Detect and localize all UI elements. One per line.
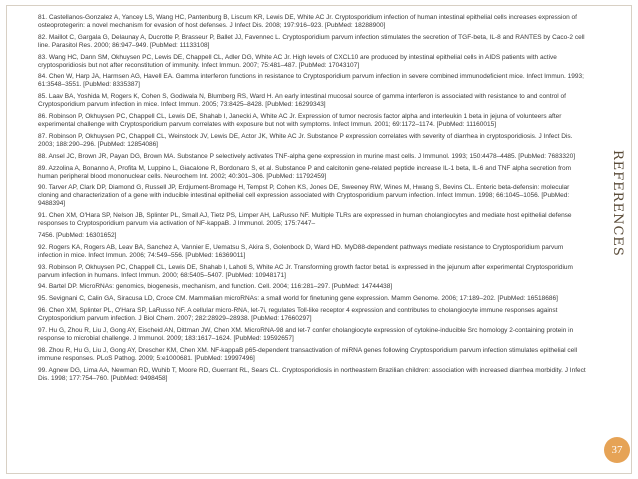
reference-text: 7456. [PubMed: 16301652] bbox=[38, 231, 117, 239]
reference-text: 96. Chen XM, Splinter PL, O'Hara SP, LaRusso NF. A cellular micro-RNA, let-7i, regulates Toll-like receptor 4 expression and contributes to cholangiocyte immune responses against Cryptosporidium parvum infection. J Biol Chem. 2007; 282:28929–28938. [PubMed: 17660297] bbox=[38, 307, 558, 323]
reference-text: 82. Maillot C, Gargala G, Delaunay A, Ducrotte P, Brasseur P, Ballet JJ, Favennec L. Cryptosporidium parvum infection stimulates the secretion of TGF-beta, IL-8 and RANTES by Caco-2 cell line. Parasitol Res. 2000; 86:947–949. [PubMed: 11133108] bbox=[38, 33, 585, 49]
reference-text: 90. Tarver AP, Clark DP, Diamond G, Russell JP, Erdjument-Bromage H, Tempst P, Cohen KS, Jones DE, Sweeney RW, Wines M, Hwang S, Bevins CL. Enteric beta-defensin: molecular cloning and characterization of a gene with inducible intestinal epithelial cell expression associated with Cryptosporidium parvum infection. Infect Immun. 1998; 66:1045–1056. [PubMed: 9488394] bbox=[38, 184, 570, 208]
reference-item bbox=[14, 367, 588, 383]
reference-item bbox=[14, 327, 588, 343]
reference-text: 84. Chen W, Harp JA, Harmsen AG, Havell EA. Gamma interferon functions in resistance to Cryptosporidium parvum infection in severe combined immunodeficient mice. Infect Immun. 1993; 61:3548–3551. [PubMed: 8335387] bbox=[38, 73, 584, 89]
reference-list bbox=[14, 14, 588, 387]
reference-item bbox=[14, 133, 588, 149]
reference-text: 89. Azzolina A, Bonanno A, Profita M, Luppino L, Giacalone R, Bordonaro S, et al. Substance P and calcitonin gene-related peptide increase IL-1 beta, IL-6 and TNF alpha secretion from human peripheral blood mononuclear cells. Neurochem Int. 2002; 40:301–306. [PubMed: 11792459] bbox=[38, 164, 572, 180]
reference-text: 94. Bartel DP. MicroRNAs: genomics, biogenesis, mechanism, and function. Cell. 2004; 116:281–297. [PubMed: 14744438] bbox=[38, 283, 393, 291]
reference-text: 95. Sevignani C, Calin GA, Siracusa LD, Croce CM. Mammalian microRNAs: a small world for finetuning gene expression. Mamm Genome. 2006; 17:189–202. [PubMed: 16518686] bbox=[38, 295, 558, 303]
reference-item bbox=[14, 14, 588, 30]
page-number-badge: 37 bbox=[604, 437, 630, 463]
reference-item bbox=[14, 307, 588, 323]
reference-item bbox=[14, 244, 588, 260]
reference-item bbox=[14, 264, 588, 280]
reference-item bbox=[14, 283, 588, 291]
reference-text: 93. Robinson P, Okhuysen PC, Chappell CL, Lewis DE, Shahab I, Lahoti S, White AC Jr. Transforming growth factor beta1 is expressed in the jejunum after experimental Cryptosporidium parvum infection in humans. Infect Immun. 2000; 68:5405–5407. [PubMed: 10948171] bbox=[38, 263, 573, 279]
reference-text: 92. Rogers KA, Rogers AB, Leav BA, Sanchez A, Vannier E, Uematsu S, Akira S, Golenbock D, Ward HD. MyD88-dependent pathways mediate resistance to Cryptosporidium parvum infection in mice. Infect Immun. 2006; 74:549–556. [PubMed: 16369011] bbox=[38, 243, 564, 259]
reference-item bbox=[14, 232, 588, 240]
reference-item bbox=[14, 212, 588, 228]
reference-text: 87. Robinson P, Okhuysen PC, Chappell CL, Weinstock JV, Lewis DE, Actor JK, White AC Jr. Substance P expression correlates with severity of diarrhea in cryptosporidiosis. J Infect Dis. 2003; 188:290–296. [PubMed: 12854086] bbox=[38, 132, 573, 148]
reference-item bbox=[14, 347, 588, 363]
reference-item bbox=[14, 113, 588, 129]
reference-item bbox=[14, 54, 588, 70]
reference-text: 97. Hu G, Zhou R, Liu J, Gong AY, Eischeid AN, Dittman JW, Chen XM. MicroRNA-98 and let-7 confer cholangiocyte expression of cytokine-inducible Src homology 2-containing protein in response to microbial challenge. J Immunol. 2009; 183:1617–1624. [PubMed: 19592657] bbox=[38, 327, 574, 342]
reference-text: 81. Castellanos-Gonzalez A, Yancey LS, Wang HC, Pantenburg B, Liscum KR, Lewis DE, White AC Jr. Cryptosporidium infection of human intestinal epithelial cells increases expression of osteoprotegerin: a novel mechanism for evasion of host defenses. J Infect Dis. 2008; 197:916–923. [PubMed: 18288900] bbox=[38, 14, 577, 29]
reference-text: 99. Agnew DG, Lima AA, Newman RD, Wuhib T, Moore RD, Guerrant RL, Sears CL. Cryptosporidiosis in northeastern Brazilian children: association with increased diarrhea morbidity. J Infect Dis. 1998; 177:754–760. [PubMed: 9498458] bbox=[38, 366, 586, 382]
reference-text: 83. Wang HC, Dann SM, Okhuysen PC, Lewis DE, Chappell CL, Adler DG, White AC Jr. High levels of CXCL10 are produced by intestinal epithelial cells in AIDS patients with active cryptosporidiosis but not after reconstitution of immunity. Infect Immun. 2007; 75:481–487. [PubMed: 17043107] bbox=[38, 53, 557, 69]
reference-item bbox=[14, 295, 588, 303]
slide-title: REFERENCES bbox=[610, 150, 625, 257]
reference-text: 86. Robinson P, Okhuysen PC, Chappell CL, Lewis DE, Shahab I, Janecki A, White AC Jr. Expression of tumor necrosis factor alpha and interleukin 1 beta in jejuna of volunteers after experimental challenge with Cryptosporidium parvum correlates with exposure but not with symptoms. Infect Immun. 2001; 69:1172–1174. [PubMed: 11160015] bbox=[38, 113, 562, 128]
reference-item bbox=[14, 184, 588, 208]
reference-item bbox=[14, 93, 588, 109]
reference-text: 88. Ansel JC, Brown JR, Payan DG, Brown MA. Substance P selectively activates TNF-alpha gene expression in murine mast cells. J Immunol. 1993; 150:4478–4485. [PubMed: 7683320] bbox=[38, 152, 576, 160]
reference-text: 85. Laav BA, Yoshida M, Rogers K, Cohen S, Godiwala N, Blumberg RS, Ward H. An early intestinal mucosal source of gamma interferon is associated with resistance to and control of Cryptosporidium parvum infection in mice. Infect Immun. 2005; 73:8425–8428. [PubMed: 16299343] bbox=[38, 93, 566, 109]
reference-text: 91. Chen XM, O'Hara SP, Nelson JB, Splinter PL, Small AJ, Tietz PS, Limper AH, LaRusso NF. Multiple TLRs are expressed in human cholangiocytes and mediate host epithelial defense responses to Cryptosporidium parvum via activation of NF-kappaB. J Immunol. 2005; 175:7447– bbox=[38, 212, 572, 228]
reference-item bbox=[14, 34, 588, 50]
reference-item bbox=[14, 153, 588, 161]
reference-item bbox=[14, 165, 588, 181]
reference-text: 98. Zhou R, Hu G, Liu J, Gong AY, Drescher KM, Chen XM. NF-kappaB p65-dependent transactivation of miRNA genes following Cryptosporidium parvum infection stimulates epithelial cell immune responses. PLoS Pathog. 2009; 5:e1000681. [PubMed: 19997496] bbox=[38, 346, 578, 362]
reference-item bbox=[14, 73, 588, 89]
